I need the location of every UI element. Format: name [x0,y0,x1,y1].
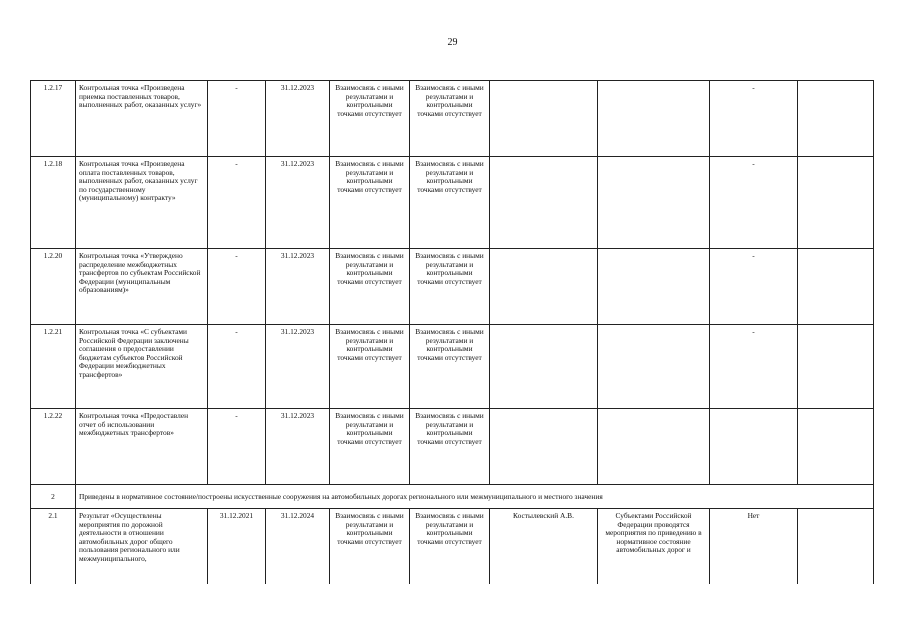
row-relation-next: Взаимосвязь с иными результатами и контрольными точками отсутствует [410,509,490,585]
row-number: 1.2.21 [31,325,76,409]
row-relation-prev: Взаимосвязь с иными результатами и контрольными точками отсутствует [330,509,410,585]
row-document: Субъектами Российской Федерации проводятся мероприятия по приведению в нормативное состояние автомобильных дорог и [598,509,710,585]
page-number: 29 [447,37,458,48]
row-relation-next: Взаимосвязь с иными результатами и контрольными точками отсутствует [410,157,490,249]
row-responsible [490,81,598,157]
row-flag [710,409,798,485]
row-extra [798,409,874,485]
row-relation-prev: Взаимосвязь с иными результатами и контрольными точками отсутствует [330,81,410,157]
row-name: Результат «Осуществлены мероприятия по дорожной деятельности в отношении автомобильных дорог общего пользования регионального или межмуниципального, [76,509,208,585]
row-responsible [490,249,598,325]
row-number: 1.2.22 [31,409,76,485]
row-relation-next: Взаимосвязь с иными результатами и контрольными точками отсутствует [410,81,490,157]
row-relation-prev: Взаимосвязь с иными результатами и контрольными точками отсутствует [330,157,410,249]
row-responsible [490,409,598,485]
row-relation-next: Взаимосвязь с иными результатами и контрольными точками отсутствует [410,409,490,485]
row-end-date: 31.12.2023 [266,157,330,249]
row-start-date: - [208,249,266,325]
row-responsible [490,325,598,409]
row-flag: - [710,249,798,325]
table-row [31,409,874,485]
control-points-table [30,80,874,584]
result-row [31,509,874,585]
row-extra [798,325,874,409]
row-name: Контрольная точка «Утверждено распределение межбюджетных трансфертов по субъектам Российской Федерации (муниципальным образованиям)» [76,249,208,325]
row-number: 1.2.20 [31,249,76,325]
row-name: Контрольная точка «С субъектами Российской Федерации заключены соглашения о предоставлении бюджетам субъектов Российской Федерации межбюджетных трансфертов» [76,325,208,409]
row-end-date: 31.12.2023 [266,325,330,409]
row-flag: - [710,81,798,157]
row-name: Контрольная точка «Предоставлен отчет об использовании межбюджетных трансфертов» [76,409,208,485]
row-responsible: Костылевский А.В. [490,509,598,585]
section-row [31,485,874,509]
row-flag: - [710,157,798,249]
row-relation-prev: Взаимосвязь с иными результатами и контрольными точками отсутствует [330,409,410,485]
row-relation-prev: Взаимосвязь с иными результатами и контрольными точками отсутствует [330,325,410,409]
row-relation-next: Взаимосвязь с иными результатами и контрольными точками отсутствует [410,325,490,409]
row-end-date: 31.12.2024 [266,509,330,585]
row-relation-prev: Взаимосвязь с иными результатами и контрольными точками отсутствует [330,249,410,325]
row-extra [798,509,874,585]
row-name: Контрольная точка «Произведена приемка поставленных товаров, выполненных работ, оказанных услуг» [76,81,208,157]
row-number: 1.2.18 [31,157,76,249]
row-document [598,325,710,409]
row-document [598,157,710,249]
section-title: Приведены в нормативное состояние/построены искусственные сооружения на автомобильных дорогах регионального или межмуниципального и местного значения [76,485,874,509]
row-start-date: - [208,325,266,409]
row-start-date: - [208,157,266,249]
row-flag: Нет [710,509,798,585]
row-document [598,249,710,325]
row-end-date: 31.12.2023 [266,81,330,157]
table-row [31,249,874,325]
table-row [31,157,874,249]
row-end-date: 31.12.2023 [266,249,330,325]
row-relation-next: Взаимосвязь с иными результатами и контрольными точками отсутствует [410,249,490,325]
row-extra [798,81,874,157]
row-flag: - [710,325,798,409]
row-extra [798,249,874,325]
row-start-date: 31.12.2021 [208,509,266,585]
row-extra [798,157,874,249]
row-end-date: 31.12.2023 [266,409,330,485]
row-number: 2.1 [31,509,76,585]
section-number: 2 [31,485,76,509]
row-responsible [490,157,598,249]
row-document [598,81,710,157]
row-start-date: - [208,409,266,485]
row-start-date: - [208,81,266,157]
row-document [598,409,710,485]
table-row [31,325,874,409]
row-number: 1.2.17 [31,81,76,157]
row-name: Контрольная точка «Произведена оплата поставленных товаров, выполненных работ, оказанных услуг по государственному (муниципальному) контракту» [76,157,208,249]
table-row [31,81,874,157]
